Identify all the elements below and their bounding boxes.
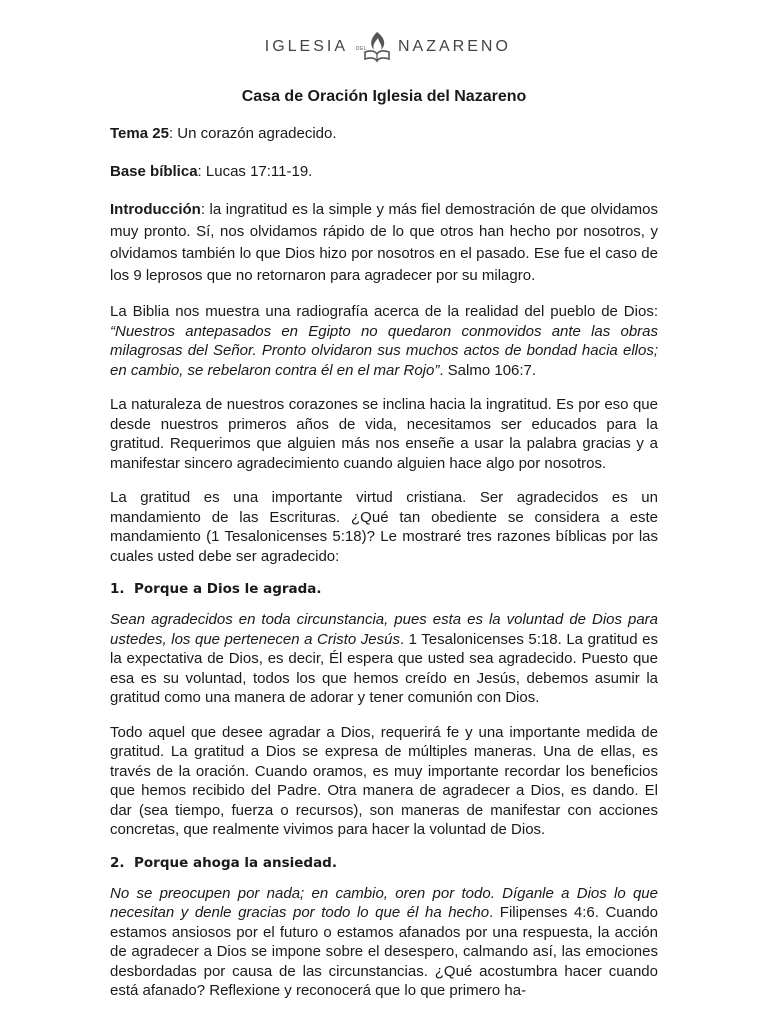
- scripture-quote: No se preocupen por nada; en cambio, oren por todo. Díganle a Dios lo que necesitan y denle gracias por todo lo que él ha hecho: [110, 884, 658, 921]
- point-heading-1: [110, 581, 658, 597]
- point-number: 1.: [110, 581, 125, 597]
- base-line: [110, 162, 658, 182]
- tema-text: : Un corazón agradecido.: [168, 125, 337, 142]
- paragraph-text: . 1 Tesalonicenses 5:18. La gratitud es la expectativa de Dios, es decir, Él espera que usted sea agradecido. Puesto que esa es su voluntad, todos los que hemos creído en Jesús, debemos asumir la gratitud como una manera de adorar y tener comunión con Dios.: [110, 630, 658, 706]
- paragraph-point1: [110, 610, 658, 708]
- scripture-quote: Sean agradecidos en toda circunstancia, pues esta es la voluntad de Dios para ustedes, los que pertenecen a Cristo Jesús: [110, 611, 658, 648]
- paragraph-biblia: [110, 302, 658, 380]
- document-body: [110, 88, 658, 1001]
- tema-line: [110, 124, 658, 144]
- brand-nazareno: NAZARENO: [398, 38, 511, 55]
- scripture-reference: . Salmo 106:7.: [439, 361, 537, 379]
- point-heading-2: [110, 855, 658, 871]
- point-number: 2.: [110, 854, 125, 871]
- base-label: Base bíblica: [110, 162, 198, 180]
- paragraph-text: La Biblia nos muestra una radiografía acerca de la realidad del pueblo de Dios:: [110, 303, 658, 320]
- intro-paragraph: [110, 199, 658, 287]
- brand-del: DEL: [356, 46, 368, 52]
- paragraph-gratitud: La gratitud es una importante virtud cristiana. Ser agradecidos es un mandamiento de las Escrituras. ¿Qué tan obediente se considera a este mandamiento (1 Tesalonicenses 5:18)? Le mostraré tres razones bíblicas por las cuales usted debe ser agradecido:: [110, 489, 658, 565]
- paragraph-agradar: Todo aquel que desee agradar a Dios, requerirá fe y una importante medida de gratitud. La gratitud a Dios se expresa de múltiples maneras. Una de ellas, es través de la oración. Cuando oramos, es muy importante recordar los beneficios que hemos recibido del Padre. Otra manera de agradecer a Dios, es dando. El dar (sea tiempo, fuerza o recursos), son maneras de manifestar con acciones concretas, que realmente vivimos para hacer la voluntad de Dios.: [110, 723, 658, 838]
- base-text: : Lucas 17:11-19.: [197, 162, 313, 180]
- brand-iglesia: IGLESIA: [264, 38, 348, 55]
- paragraph-point2: [110, 884, 658, 1001]
- point-title: Porque ahoga la ansiedad.: [134, 854, 337, 871]
- scripture-quote: “Nuestros antepasados en Egipto no quedaron conmovidos ante las obras milagrosas del Señor. Pronto olvidaron sus muchos actos de bondad hacia ellos; en cambio, se rebelaron contra él en el mar Rojo”: [110, 322, 658, 379]
- intro-text: : la ingratitud es la simple y más fiel demostración de que olvidamos muy pronto. Sí, nos olvidamos rápido de lo que otros han hecho por nosotros, y olvidamos también lo que Dios hizo por nosotros en el pasado. Ese fue el caso de los 9 leprosos que no retornaron para agradecer por su milagro.: [110, 201, 658, 284]
- paragraph-text: . Filipenses 4:6. Cuando estamos ansiosos por el futuro o estamos afanados por una respuesta, la acción de agradecer a Dios se impone sobre el desespero, calmando así, las emociones desbordadas por causa de las circunstancias. ¿Qué acostumbra hacer cuando está afanado? Reflexione y reconocerá que lo que primero ha-: [110, 904, 659, 999]
- tema-label: Tema 25: [110, 125, 169, 142]
- point-title: Porque a Dios le agrada.: [134, 581, 322, 597]
- page-title: Casa de Oración Iglesia del Nazareno: [241, 88, 527, 105]
- nazarene-flame-book-icon: [362, 30, 392, 64]
- document-header: [0, 28, 768, 68]
- intro-label: Introducción: [110, 201, 201, 218]
- paragraph-naturaleza: La naturaleza de nuestros corazones se inclina hacia la ingratitud. Es por eso que desde nuestros primeros años de vida, necesitamos ser educados para la gratitud. Requerimos que alguien más nos enseñe a usar la palabra gracias y a manifestar sincero agradecimiento cuando alguien hace algo por nosotros.: [110, 396, 658, 472]
